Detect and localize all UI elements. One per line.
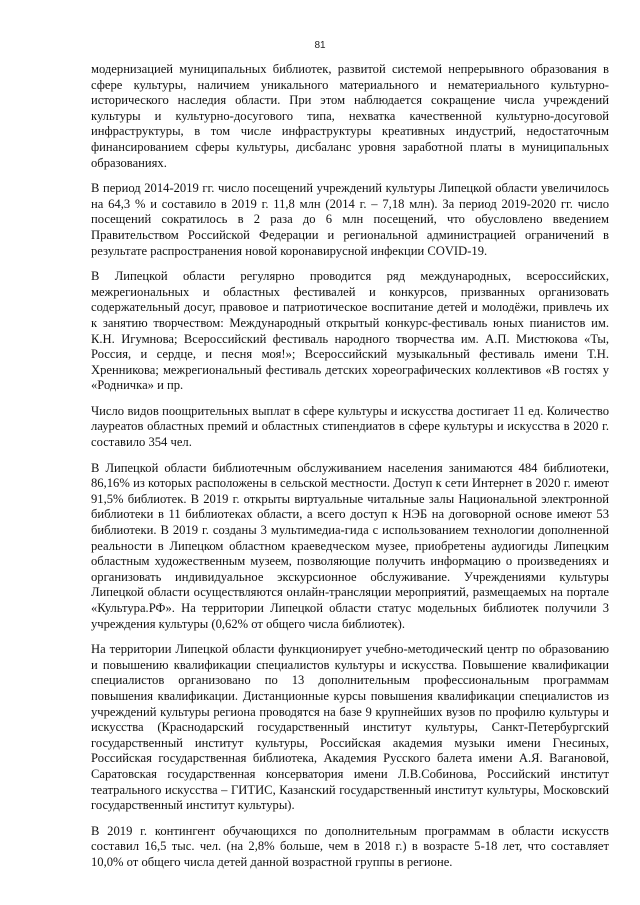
paragraph: модернизацией муниципальных библиотек, развитой системой непрерывного образования в сфере культуры, наличием уникального материального и нематериального культурно-исторического наследия области. При этом наблюдается сокращение числа учреждений культуры и культурно-досугового типа, нехватка качественной культурно-досуговой инфраструктуры, в том числе инфраструктуры креативных индустрий, недостаточным финансированием сферы культуры, дисбаланс уровня заработной платы в муниципальных образованиях.: [91, 62, 609, 170]
paragraph: В Липецкой области регулярно проводится ряд международных, всероссийских, межрегиональных и областных фестивалей и конкурсов, призванных организовать содержательный досуг, правовое и патриотическое воспитание детей и молодёжи, привлечь их к занятию творчеством: Международный открытый конкурс-фестиваль юных пианистов им. К.Н. Игумнова; Всероссийский фестиваль народного творчества им. А.П. Мистюкова «Ты, Россия, и сердце, и песня моя!»; Всероссийский музыкальный фестиваль имени Т.Н. Хренникова; межрегиональный фестиваль детских хореографических коллективов «В гостях у «Родничка» и пр.: [91, 269, 609, 393]
paragraph: В 2019 г. контингент обучающихся по дополнительным программам в области искусств составил 16,5 тыс. чел. (на 2,8% больше, чем в 2018 г.) в возрасте 5-18 лет, что составляет 10,0% от общего числа детей данной возрастной группы в регионе.: [91, 823, 609, 869]
paragraph: На территории Липецкой области функционирует учебно-методический центр по образованию и повышению квалификации специалистов культуры и искусства. Повышение квалификации специалистов организовано по 13 дополнительным профессиональным программам повышения квалификации. Дистанционные курсы повышения квалификации специалистов из учреждений культуры региона проводятся на базе 9 крупнейших вузов по профилю культуры и искусства (Краснодарский государственный институт культуры, Санкт-Петербургский государственный институт культуры, Российская академия музыки имени Гнесиных, Российская государственная библиотека, Академия Русского балета имени А.Я. Вагановой, Саратовская государственная консерватория имени Л.В.Собинова, Российский институт театрального искусства – ГИТИС, Казанский государственный институт культуры, Московский государственный институт культуры).: [91, 642, 609, 813]
page-number: 81: [314, 40, 326, 51]
document-body: [91, 62, 609, 881]
paragraph: Число видов поощрительных выплат в сфере культуры и искусства достигает 11 ед. Количество лауреатов областных премий и областных стипендиатов в сфере культуры и искусства в 2020 г. составило 354 чел.: [91, 403, 609, 450]
paragraph: В период 2014-2019 гг. число посещений учреждений культуры Липецкой области увеличилось на 64,3 % и составило в 2019 г. 11,8 млн (2014 г. – 7,18 млн). За период 2019-2020 гг. число посещений сократилось в 2 раза до 6 млн посещений, что обусловлено введением Правительством Российской Федерации и региональной администрацией ограничений в результате распространения новой коронавирусной инфекции COVID-19.: [91, 181, 609, 258]
paragraph: В Липецкой области библиотечным обслуживанием населения занимаются 484 библиотеки, 86,16% из которых расположены в сельской местности. Доступ к сети Интернет в 2020 г. имеют 91,5% библиотек. В 2019 г. открыты виртуальные читальные залы Национальной электронной библиотеки в 11 библиотеках области, а всего доступ к НЭБ на договорной основе имеют 53 библиотеки. В 2019 г. созданы 3 мультимедиа-гида с использованием технологии дополненной реальности в Липецком областном краеведческом музее, приобретены аудиогиды Липецким областным художественным музеем, позволяющие получить информацию о произведениях и организовать индивидуальное экскурсионное обслуживание. Учреждениями культуры Липецкой области осуществляются онлайн-трансляции мероприятий, размещаемых на портале «Культура.РФ». На территории Липецкой области статус модельных библиотек получили 3 учреждения культуры (0,62% от общего числа библиотек).: [91, 460, 609, 631]
